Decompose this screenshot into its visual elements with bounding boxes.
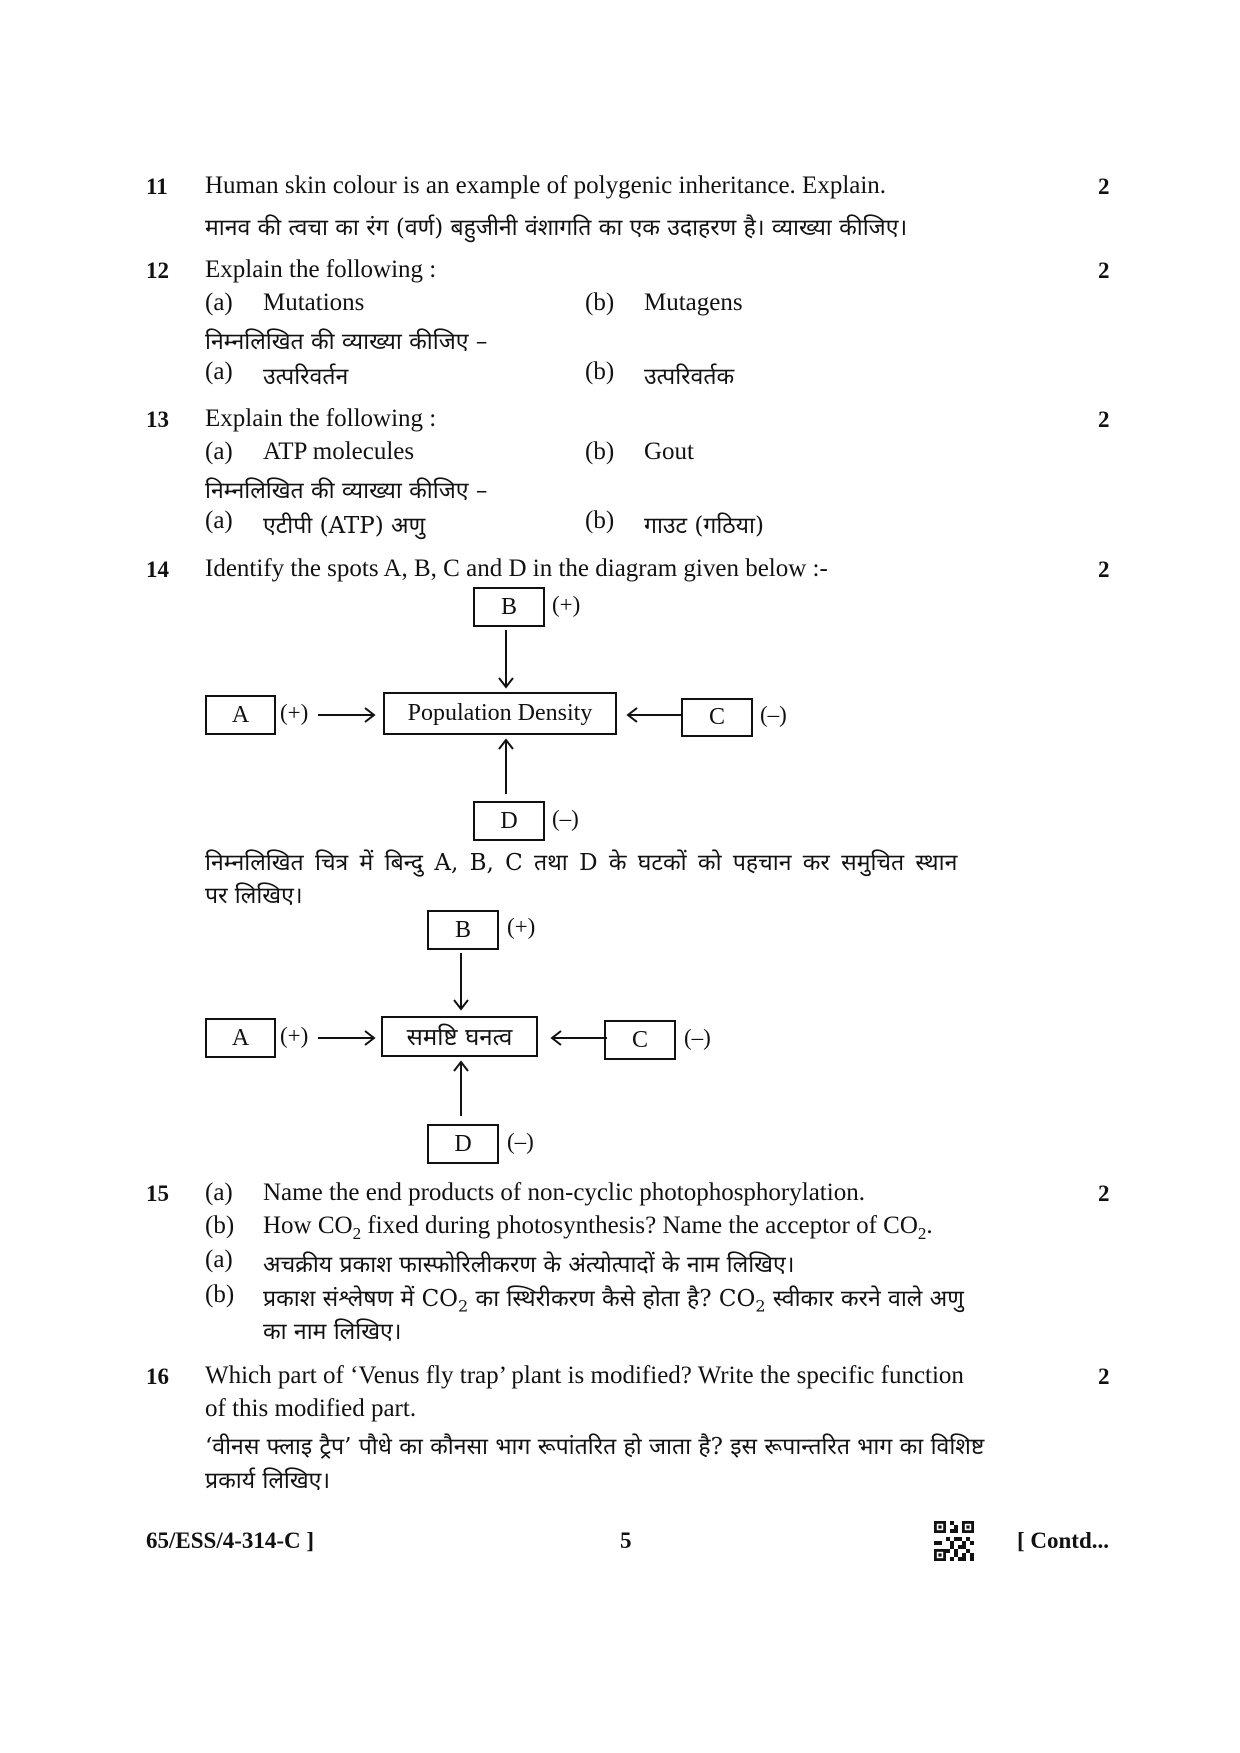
footer-code: 65/ESS/4-314-C ] xyxy=(146,1528,315,1553)
q16-text-en-line1: Which part of ‘Venus fly trap’ plant is modified? Write the specific function xyxy=(205,1362,964,1389)
diagram-en-box-b: B xyxy=(473,587,545,627)
diagram-en-sign-c: (–) xyxy=(760,702,787,727)
q12-text-hi: निम्नलिखित की व्याख्या कीजिए – xyxy=(205,329,488,355)
diagram-hi-arrow-a xyxy=(318,1028,378,1048)
q15-a-hi: अचक्रीय प्रकाश फास्फोरिलीकरण के अंत्योत्पादों के नाम लिखिए। xyxy=(263,1252,795,1278)
diagram-hi-arrow-c xyxy=(549,1028,609,1048)
q11-text-en: Human skin colour is an example of polygenic inheritance. Explain. xyxy=(205,172,887,199)
diagram-hi-box-d: D xyxy=(427,1124,499,1164)
diagram-en-arrow-c xyxy=(625,705,685,725)
q12-a-label-hi: (a) xyxy=(205,358,233,385)
q12-b-hi: उत्परिवर्तक xyxy=(644,364,735,390)
q15-a-label: (a) xyxy=(205,1179,233,1206)
diagram-en-arrow-b xyxy=(496,630,516,690)
q12-b-label-hi: (b) xyxy=(585,358,615,385)
q13-b-label: (b) xyxy=(585,438,615,465)
diagram-en-sign-b: (+) xyxy=(552,592,581,617)
q12-b-label: (b) xyxy=(585,289,615,316)
diagram-hi-box-a: A xyxy=(205,1018,276,1058)
q16-text-en-line2: of this modified part. xyxy=(205,1395,417,1422)
q12-a-label: (a) xyxy=(205,289,233,316)
q13-b-en: Gout xyxy=(644,438,694,465)
footer-page-number: 5 xyxy=(620,1528,632,1553)
q11-number: 11 xyxy=(146,174,168,199)
q15-marks: 2 xyxy=(1098,1181,1110,1206)
q15-b-label-hi: (b) xyxy=(205,1281,235,1308)
q14-marks: 2 xyxy=(1098,557,1110,582)
q12-marks: 2 xyxy=(1098,258,1110,283)
diagram-hi-sign-a: (+) xyxy=(280,1023,309,1048)
q13-a-hi: एटीपी (ATP) अणु xyxy=(263,513,426,539)
q12-b-en: Mutagens xyxy=(644,289,743,316)
diagram-en-box-a: A xyxy=(205,695,276,735)
diagram-en-arrow-d xyxy=(496,738,516,796)
q16-text-hi-line2: प्रकार्य लिखिए। xyxy=(205,1468,331,1494)
q11-text-hi: मानव की त्वचा का रंग (वर्ण) बहुजीनी वंशागति का एक उदाहरण है। व्याख्या कीजिए। xyxy=(205,215,908,241)
q13-a-label-hi: (a) xyxy=(205,507,233,534)
q13-a-en: ATP molecules xyxy=(263,438,415,465)
q14-text-en: Identify the spots A, B, C and D in the diagram given below :- xyxy=(205,555,828,582)
q13-number: 13 xyxy=(146,407,169,432)
q11-marks: 2 xyxy=(1098,174,1110,199)
diagram-hi-box-c: C xyxy=(604,1020,676,1060)
diagram-en-sign-d: (–) xyxy=(552,806,579,831)
q15-b-label: (b) xyxy=(205,1212,235,1239)
q12-a-en: Mutations xyxy=(263,289,365,316)
q12-a-hi: उत्परिवर्तन xyxy=(263,364,349,390)
q14-number: 14 xyxy=(146,557,169,582)
q16-number: 16 xyxy=(146,1364,169,1389)
diagram-en-sign-a: (+) xyxy=(280,700,309,725)
q12-number: 12 xyxy=(146,258,169,283)
footer-contd: [ Contd... xyxy=(1017,1528,1110,1553)
q15-b-hi-line2: का नाम लिखिए। xyxy=(263,1319,402,1345)
q13-b-label-hi: (b) xyxy=(585,507,615,534)
qr-code-icon xyxy=(934,1521,974,1561)
q15-a-en: Name the end products of non-cyclic photophosphorylation. xyxy=(263,1179,865,1206)
q15-b-hi: प्रकाश संश्लेषण में $CO_2$ का स्थिरीकरण कैसे होता है? $CO_2$ स्वीकार करने वाले अणु xyxy=(263,1286,964,1316)
q13-text-en: Explain the following : xyxy=(205,405,437,432)
q16-marks: 2 xyxy=(1098,1364,1110,1389)
q13-text-hi: निम्नलिखित की व्याख्या कीजिए – xyxy=(205,478,488,504)
q13-b-hi: गाउट (गठिया) xyxy=(644,513,764,539)
diagram-en-box-c: C xyxy=(681,698,753,737)
q16-text-hi-line1: ‘वीनस फ्लाइ ट्रैप’ पौधे का कौनसा भाग रूपांतरित हो जाता है? इस रूपान्तरित भाग का विशिष्ट xyxy=(205,1434,985,1460)
diagram-en-box-d: D xyxy=(473,801,545,841)
diagram-hi-center: समष्टि घनत्व xyxy=(381,1016,538,1057)
q15-number: 15 xyxy=(146,1181,169,1206)
q12-text-en: Explain the following : xyxy=(205,256,437,283)
q14-text-hi-line1: निम्नलिखित चित्र में बिन्दु A, B, C तथा D के घटकों को पहचान कर समुचित स्थान xyxy=(205,850,958,876)
q15-a-label-hi: (a) xyxy=(205,1246,233,1273)
q13-a-label: (a) xyxy=(205,438,233,465)
diagram-hi-box-b: B xyxy=(427,910,499,950)
q14-text-hi-line2: पर लिखिए। xyxy=(205,883,303,909)
diagram-en-arrow-a xyxy=(318,705,378,725)
q15-b-en: How $CO_2$ fixed during photosynthesis? Name the acceptor of $CO_2$. xyxy=(263,1212,933,1243)
diagram-hi-arrow-d xyxy=(451,1060,471,1118)
diagram-en-center: Population Density xyxy=(383,692,617,735)
diagram-hi-arrow-b xyxy=(451,953,471,1011)
diagram-hi-sign-d: (–) xyxy=(507,1129,534,1154)
diagram-hi-sign-c: (–) xyxy=(684,1025,711,1050)
diagram-hi-sign-b: (+) xyxy=(507,914,536,939)
q13-marks: 2 xyxy=(1098,407,1110,432)
